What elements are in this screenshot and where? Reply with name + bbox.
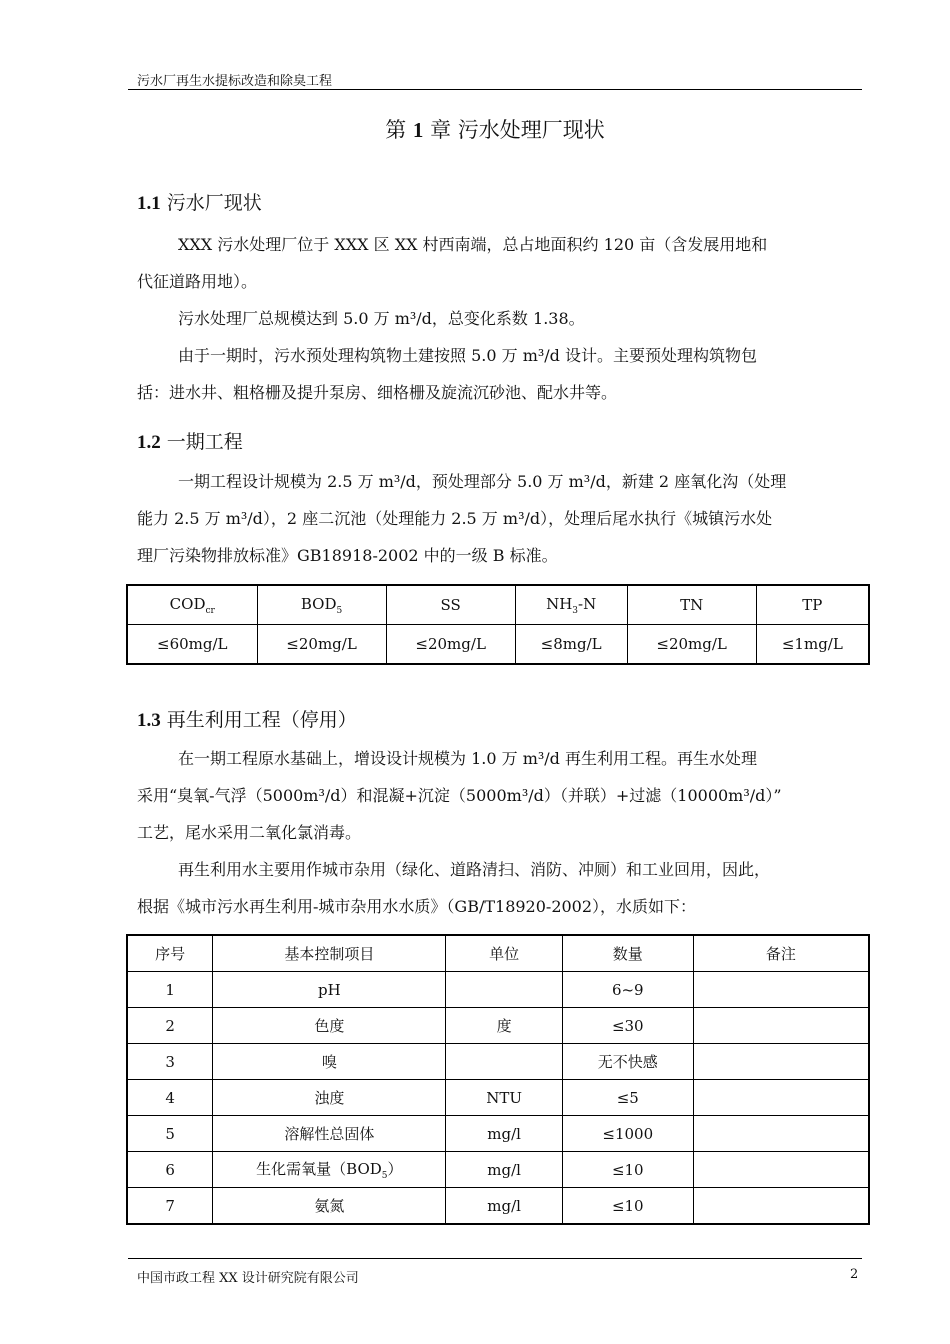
text-line: 括：进水井、粗格栅及提升泵房、细格栅及旋流沉砂池、配水井等。 xyxy=(137,383,618,402)
table-cell xyxy=(693,1116,869,1152)
table-cell xyxy=(446,1044,563,1080)
table-cell xyxy=(693,1008,869,1044)
chapter-number: 1 xyxy=(412,118,424,142)
discharge-standard-table xyxy=(126,584,870,665)
section-heading-1-2 xyxy=(137,427,243,454)
running-header: 污水厂再生水提标改造和除臭工程 xyxy=(137,74,333,89)
text-line: 在一期工程原水基础上，增设设计规模为 1.0 万 m³/d 再生利用工程。再生水处理 xyxy=(178,749,758,768)
table-cell: ≤5 xyxy=(562,1080,693,1116)
table-cell: 浊度 xyxy=(213,1080,446,1116)
table-cell: ≤10 xyxy=(562,1152,693,1188)
chapter-suffix: 章 污水处理厂现状 xyxy=(430,118,605,142)
table-cell: mg/l xyxy=(446,1188,563,1225)
table-cell xyxy=(693,1044,869,1080)
header-cell: TN xyxy=(627,585,756,625)
text-line: 一期工程设计规模为 2.5 万 m³/d，预处理部分 5.0 万 m³/d，新建 2 座氧化沟（处理 xyxy=(178,472,787,491)
table-header-row xyxy=(127,585,869,625)
header-cell: $BOD_5$ xyxy=(257,585,386,625)
table-cell: 色度 xyxy=(213,1008,446,1044)
table-cell: 4 xyxy=(127,1080,213,1116)
table-cell: mg/l xyxy=(446,1152,563,1188)
table-row xyxy=(127,1152,869,1188)
paragraph-s2 xyxy=(137,463,861,574)
table-cell: ≤20mg/L xyxy=(627,625,756,665)
section-title: 一期工程 xyxy=(166,431,243,453)
table-cell: ≤20mg/L xyxy=(386,625,515,665)
table-cell: ≤30 xyxy=(562,1008,693,1044)
table-cell: ≤1mg/L xyxy=(756,625,869,665)
table-cell: 氨氮 xyxy=(213,1188,446,1225)
header-cell: SS xyxy=(386,585,515,625)
table-row xyxy=(127,1044,869,1080)
paragraph-s1 xyxy=(137,226,861,411)
footer-rule xyxy=(128,1258,862,1259)
table-row xyxy=(127,972,869,1008)
table-cell xyxy=(446,972,563,1008)
table-row xyxy=(127,1080,869,1116)
text-line: 工艺，尾水采用二氧化氯消毒。 xyxy=(137,823,362,842)
header-cell: 备注 xyxy=(693,935,869,972)
table-cell: ≤60mg/L xyxy=(127,625,257,665)
table-cell: ≤8mg/L xyxy=(515,625,627,665)
table-row xyxy=(127,1188,869,1225)
text-line: 污水处理厂总规模达到 5.0 万 m³/d，总变化系数 1.38。 xyxy=(178,309,585,328)
table-header-row xyxy=(127,935,869,972)
table-cell: ≤10 xyxy=(562,1188,693,1225)
text-line: 采用“臭氧-气浮（5000m³/d）和混凝+沉淀（5000m³/d）（并联）+过滤（10000m³/d）” xyxy=(137,786,782,805)
header-cell: 基本控制项目 xyxy=(213,935,446,972)
section-number: 1.3 xyxy=(137,710,161,731)
header-cell: $NH_3-N$ xyxy=(515,585,627,625)
table-cell: 3 xyxy=(127,1044,213,1080)
text-line: 根据《城市污水再生利用-城市杂用水水质》（GB/T18920-2002），水质如下： xyxy=(137,897,697,916)
table-cell: 6~9 xyxy=(562,972,693,1008)
section-heading-1-3 xyxy=(137,705,357,732)
chapter-prefix: 第 xyxy=(385,118,407,142)
chapter-title xyxy=(0,114,950,144)
table-cell: 2 xyxy=(127,1008,213,1044)
section-number: 1.2 xyxy=(137,432,161,453)
header-cell: 序号 xyxy=(127,935,213,972)
table-cell: 无不快感 xyxy=(562,1044,693,1080)
table-cell: ≤20mg/L xyxy=(257,625,386,665)
paragraph-s3 xyxy=(137,740,861,925)
page-number: 2 xyxy=(850,1267,859,1282)
text-line: XXX 污水处理厂位于 XXX 区 XX 村西南端，总占地面积约 120 亩（含发展用地和 xyxy=(178,235,768,254)
footer-organization: 中国市政工程 XX 设计研究院有限公司 xyxy=(137,1271,359,1286)
text-line: 再生利用水主要用作城市杂用（绿化、道路清扫、消防、冲厕）和工业回用，因此， xyxy=(178,860,771,879)
table-cell: NTU xyxy=(446,1080,563,1116)
text-line: 代征道路用地）。 xyxy=(137,272,258,291)
table-row xyxy=(127,1116,869,1152)
table-cell: 嗅 xyxy=(213,1044,446,1080)
table-cell: mg/l xyxy=(446,1116,563,1152)
section-heading-1-1 xyxy=(137,188,262,215)
text-line: 由于一期时，污水预处理构筑物土建按照 5.0 万 m³/d 设计。主要预处理构筑物包 xyxy=(178,346,758,365)
table-cell xyxy=(693,1188,869,1225)
table-cell: 5 xyxy=(127,1116,213,1152)
table-cell: ≤1000 xyxy=(562,1116,693,1152)
table-cell: 1 xyxy=(127,972,213,1008)
table-cell: 6 xyxy=(127,1152,213,1188)
section-number: 1.1 xyxy=(137,193,161,214)
table-cell xyxy=(693,972,869,1008)
table-row xyxy=(127,625,869,665)
section-title: 再生利用工程（停用） xyxy=(166,709,357,731)
header-rule xyxy=(128,89,862,90)
text-line: 能力 2.5 万 m³/d），2 座二沉池（处理能力 2.5 万 m³/d），处理后尾水执行《城镇污水处 xyxy=(137,509,773,528)
table-cell xyxy=(693,1080,869,1116)
table-cell: 溶解性总固体 xyxy=(213,1116,446,1152)
water-quality-table xyxy=(126,934,870,1225)
table-cell: 生化需氧量$(BOD_5)$ xyxy=(213,1152,446,1188)
header-cell: $COD_{cr}$ xyxy=(127,585,257,625)
table-cell xyxy=(693,1152,869,1188)
header-cell: 单位 xyxy=(446,935,563,972)
table-cell: 度 xyxy=(446,1008,563,1044)
table-row xyxy=(127,1008,869,1044)
table-cell: 7 xyxy=(127,1188,213,1225)
header-cell: 数量 xyxy=(562,935,693,972)
table-cell: pH xyxy=(213,972,446,1008)
text-line: 理厂污染物排放标准》GB18918-2002 中的一级 B 标准。 xyxy=(137,546,558,565)
section-title: 污水厂现状 xyxy=(166,192,262,214)
header-cell: TP xyxy=(756,585,869,625)
